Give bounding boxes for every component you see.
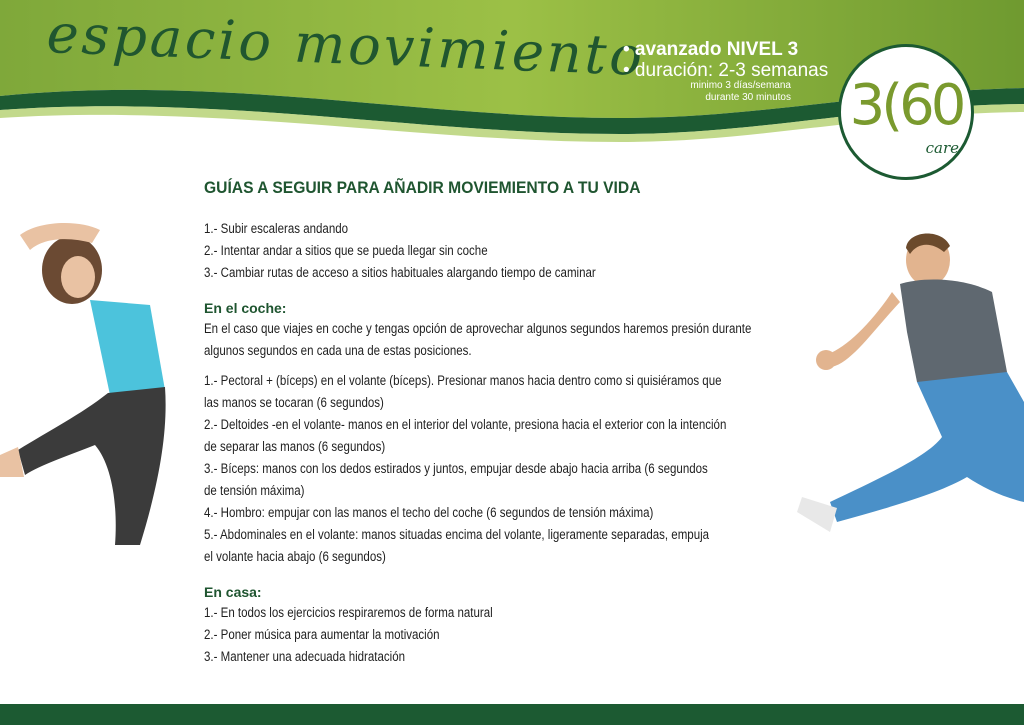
page-title: espacio movimiento (45, 2, 647, 88)
list-item: 1.- Subir escaleras andando (204, 221, 349, 236)
level-label: • avanzado NIVEL 3 (623, 39, 799, 60)
list-item: 5.- Abdominales en el volante: manos situadas encima del volante, ligeramente separadas, empuja (204, 527, 710, 542)
main-content (204, 178, 784, 668)
list-item: 4.- Hombro: empujar con las manos el techo del coche (6 segundos de tensión máxima) (204, 505, 654, 520)
list-item: 3.- Bíceps: manos con los dedos estirados y juntos, empujar desde abajo hacia arriba (6 segundos (204, 461, 708, 476)
list-item: 3.- Cambiar rutas de acceso a sitios habituales alargando tiempo de caminar (204, 265, 596, 280)
section-heading: GUÍAS A SEGUIR PARA AÑADIR MOVIEMIENTO A TU VIDA (204, 178, 641, 197)
list-item: de separar las manos (6 segundos) (204, 439, 386, 454)
program-info (623, 40, 828, 103)
list-item: 2.- Deltoides -en el volante- manos en el interior del volante, presiona hacia el exterior con la intención (204, 417, 727, 432)
list-item: 1.- Pectoral + (bíceps) en el volante (bíceps). Presionar manos hacia dentro como si quisiéramos que (204, 373, 722, 388)
home-list (204, 602, 784, 668)
car-section-title: En el coche: (204, 300, 287, 316)
car-description: En el caso que viajes en coche y tengas opción de aprovechar algunos segundos haremos presión durante (204, 321, 752, 336)
jumping-man-photo (792, 222, 1024, 542)
list-item: 2.- Intentar andar a sitios que se pueda llegar sin coche (204, 243, 488, 258)
duration-label: • duración: 2-3 semanas (623, 60, 829, 81)
list-item: 2.- Poner música para aumentar la motivación (204, 627, 440, 642)
logo-number: 3(60 (849, 73, 963, 138)
brand-logo (838, 44, 974, 180)
list-item: de tensión máxima) (204, 483, 305, 498)
list-item: las manos se tocaran (6 segundos) (204, 395, 384, 410)
footer-bar (0, 704, 1024, 725)
list-item: 1.- En todos los ejercicios respiraremos de forma natural (204, 605, 493, 620)
car-description: algunos segundos en cada una de estas posiciones. (204, 343, 472, 358)
list-item: el volante hacia abajo (6 segundos) (204, 549, 386, 564)
car-exercise-list (204, 370, 784, 568)
frequency-line-2: durante 30 minutos (705, 91, 791, 103)
frequency-line-1: minimo 3 días/semana (690, 80, 791, 91)
logo-word: care (925, 139, 959, 157)
list-item: 3.- Mantener una adecuada hidratación (204, 649, 406, 664)
intro-list (204, 218, 784, 284)
home-section-title: En casa: (204, 584, 262, 600)
jumping-woman-photo (0, 215, 185, 555)
